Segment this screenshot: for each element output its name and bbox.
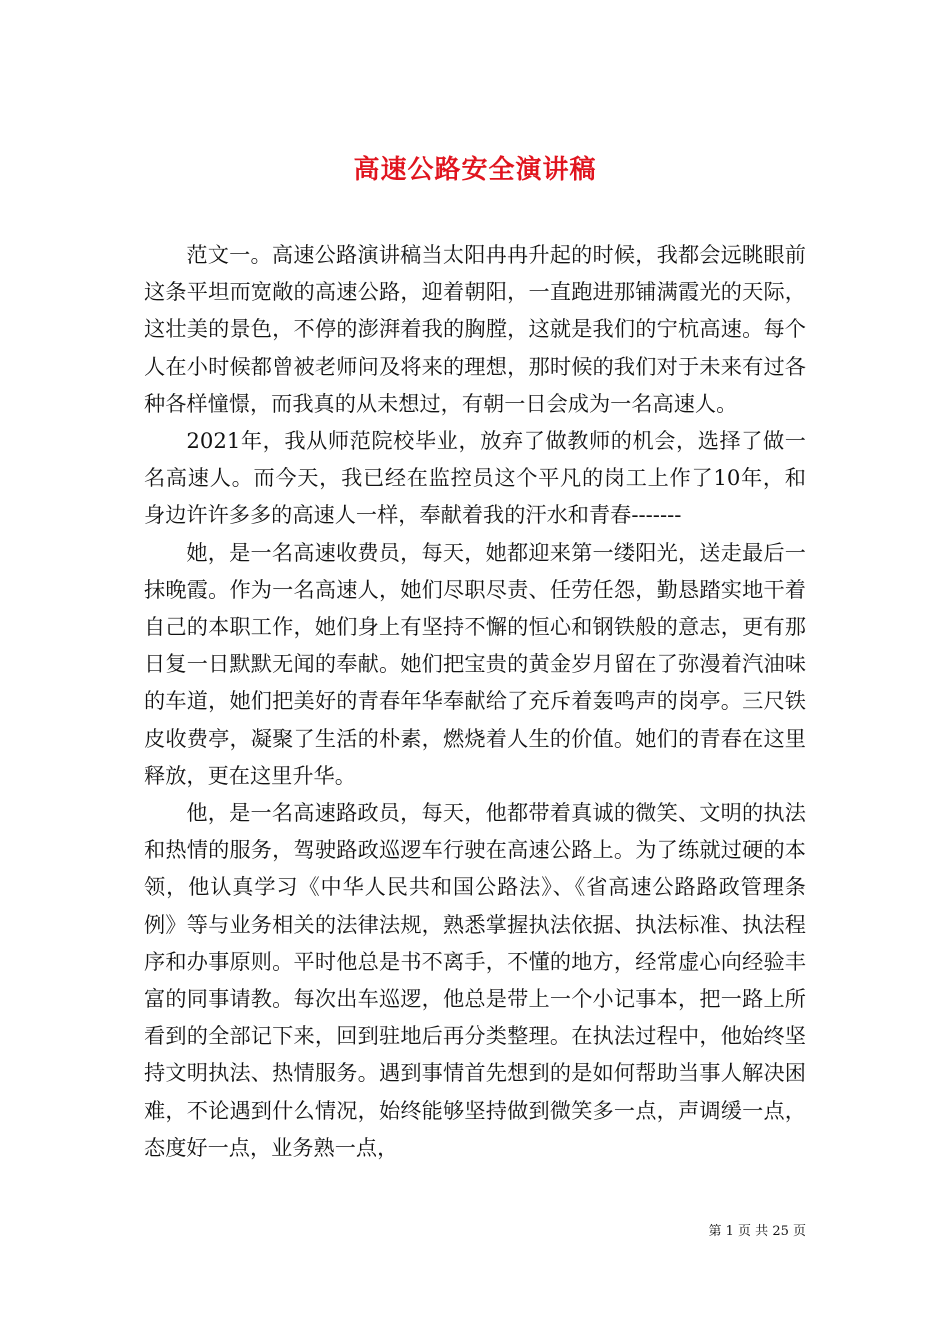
document-title: 高速公路安全演讲稿 — [353, 155, 597, 186]
paragraph-3: 她，是一名高速收费员，每天，她都迎来第一缕阳光，送走最后一抹晚霞。作为一名高速人，她们尽职尽责、任劳任怨，勤恳踏实地干着自己的本职工作，她们身上有坚持不懈的恒心和钢铁般的意志，更有那日复一日默默无闻的奉献。她们把宝贵的黄金岁月留在了弥漫着汽油味的车道，她们把美好的青春年华奉献给了充斥着轰鸣声的岗亭。三尺铁皮收费亭，凝聚了生活的朴素，燃烧着人生的价值。她们的青春在这里释放，更在这里升华。 — [144, 539, 806, 788]
paragraph-2: 2021年，我从师范院校毕业，放弃了做教师的机会，选择了做一名高速人。而今天，我已经在监控员这个平凡的岗工上作了10年，和身边许许多多的高速人一样，奉献着我的汗水和青春------- — [144, 428, 806, 528]
paragraph-1: 范文一。高速公路演讲稿当太阳冉冉升起的时候，我都会远眺眼前这条平坦而宽敞的高速公路，迎着朝阳，一直跑进那铺满霞光的天际，这壮美的景色，不停的澎湃着我的胸膛，这就是我们的宁杭高速。每个人在小时候都曾被老师问及将来的理想，那时候的我们对于未来有过各种各样憧憬，而我真的从未想过，有朝一日会成为一名高速人。 — [144, 242, 806, 416]
page-number-footer: 第 1 页 共 25 页 — [708, 1224, 806, 1239]
document-body — [144, 236, 806, 1166]
paragraph-4: 他，是一名高速路政员，每天，他都带着真诚的微笑、文明的执法和热情的服务，驾驶路政巡逻车行驶在高速公路上。为了练就过硬的本领，他认真学习《中华人民共和国公路法》、《省高速公路路政管理条例》等与业务相关的法律法规，熟悉掌握执法依据、执法标准、执法程序和办事原则。平时他总是书不离手，不懂的地方，经常虚心向经验丰富的同事请教。每次出车巡逻，他总是带上一个小记事本，把一路上所看到的全部记下来，回到驻地后再分类整理。在执法过程中，他始终坚持文明执法、热情服务。遇到事情首先想到的是如何帮助当事人解决困难，不论遇到什么情况，始终能够坚持做到微笑多一点，声调缓一点，态度好一点，业务熟一点， — [144, 800, 806, 1160]
